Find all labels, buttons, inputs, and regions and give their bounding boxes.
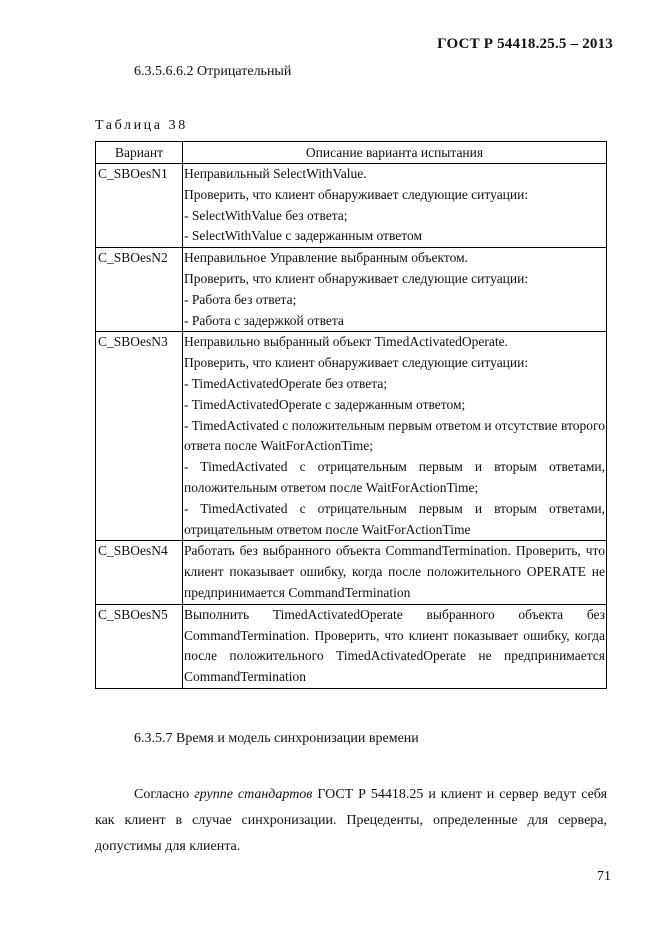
description-line: - TimedActivatedOperate с задержанным ответом; bbox=[184, 396, 466, 412]
description-cell bbox=[183, 541, 607, 604]
variant-cell: C_SBOesN4 bbox=[96, 541, 183, 604]
description-line: - TimedActivated с отрицательным первым и вторым ответами, положительным ответом после WaitForActionTime; bbox=[184, 459, 605, 495]
document-header: ГОСТ Р 54418.25.5 – 2013 bbox=[437, 36, 613, 52]
variant-cell: C_SBOesN1 bbox=[96, 164, 183, 248]
description-cell bbox=[183, 248, 607, 332]
description-line: - SelectWithValue без ответа; bbox=[184, 207, 348, 223]
table-caption: Таблица 38 bbox=[95, 118, 188, 133]
description-cell bbox=[183, 332, 607, 541]
subsection-heading: 6.3.5.6.6.2 Отрицательный bbox=[134, 64, 292, 79]
column-header-variant: Вариант bbox=[96, 142, 183, 164]
variant-cell: C_SBOesN2 bbox=[96, 248, 183, 332]
description-line: - TimedActivated с положительным первым ответом и отсутствие второго ответа после WaitForActionTime; bbox=[184, 417, 606, 454]
description-line: - Работа без ответа; bbox=[184, 291, 297, 307]
description-line: Неправильный SelectWithValue. bbox=[184, 166, 367, 181]
table-row bbox=[96, 332, 607, 541]
description-line: Проверить, что клиент обнаруживает следующие ситуации: bbox=[184, 355, 529, 371]
table-header-row bbox=[96, 142, 607, 164]
description-cell bbox=[183, 164, 607, 248]
section-heading: 6.3.5.7 Время и модель синхронизации времени bbox=[134, 731, 419, 746]
variant-cell: C_SBOesN3 bbox=[96, 332, 183, 541]
description-line: Работать без выбранного объекта CommandTermination. Проверить, что клиент показывает ошибку, когда после положительного OPERATE не предпринимается CommandTermination bbox=[184, 543, 605, 600]
description-line: - SelectWithValue с задержанным ответом bbox=[184, 228, 422, 244]
test-case-table bbox=[95, 141, 607, 689]
description-line: Неправильно выбранный объект TimedActivatedOperate. bbox=[184, 334, 508, 350]
table-row bbox=[96, 604, 607, 688]
variant-cell: C_SBOesN5 bbox=[96, 604, 183, 688]
description-line: Проверить, что клиент обнаруживает следующие ситуации: bbox=[184, 186, 529, 202]
body-paragraph bbox=[95, 782, 607, 860]
table-row bbox=[96, 164, 607, 248]
paragraph-text-start: Согласно bbox=[134, 787, 195, 802]
description-line: Выполнить TimedActivatedOperate выбранного объекта без CommandTermination. Проверить, что клиент показывает ошибку, когда после положительного TimedActivatedOperate не предпринимается CommandTermination bbox=[184, 606, 605, 685]
paragraph-emphasis: группе стандартов bbox=[194, 787, 313, 802]
description-line: Неправильное Управление выбранным объектом. bbox=[184, 250, 469, 266]
description-line: - TimedActivated с отрицательным первым и вторым ответами, отрицательным ответом после WaitForActionTime bbox=[184, 500, 605, 537]
column-header-description: Описание варианта испытания bbox=[183, 142, 607, 164]
paragraph-text-end: ГОСТ Р 54418.25 и клиент и сервер ведут себя как клиент в случае синхронизации. Прецеденты, определенные для сервера, допустимы для клиента. bbox=[95, 787, 608, 854]
page-number: 71 bbox=[597, 869, 611, 884]
description-line: - Работа с задержкой ответа bbox=[184, 312, 344, 328]
description-line: - TimedActivatedOperate без ответа; bbox=[184, 375, 388, 391]
description-line: Проверить, что клиент обнаруживает следующие ситуации: bbox=[184, 270, 529, 286]
table-row bbox=[96, 541, 607, 604]
description-cell bbox=[183, 604, 607, 688]
table-row bbox=[96, 248, 607, 332]
